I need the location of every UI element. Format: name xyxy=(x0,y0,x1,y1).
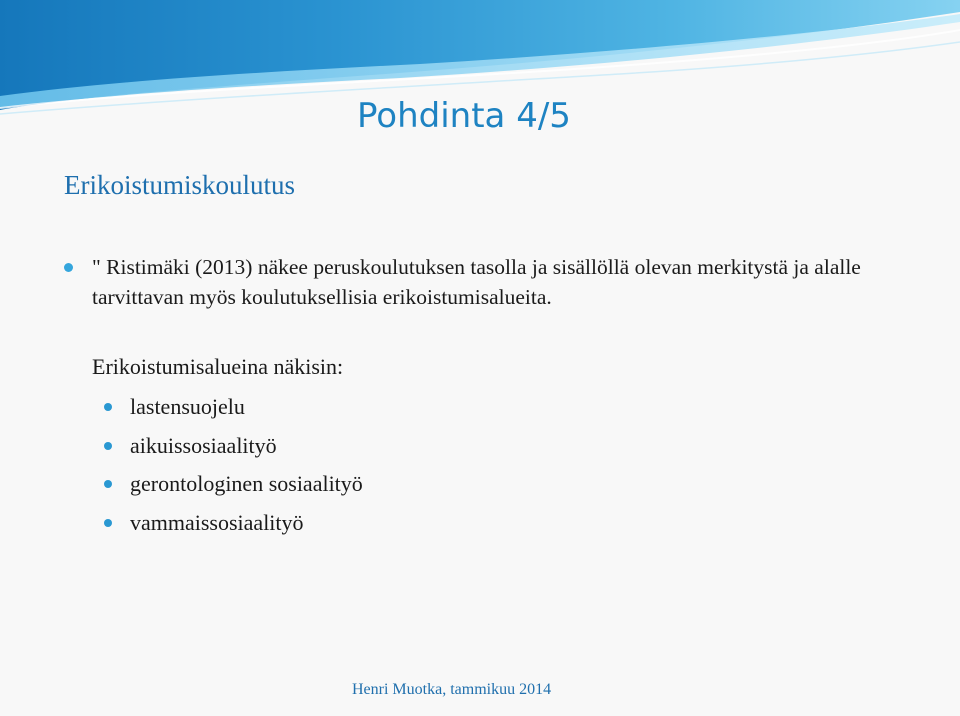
bullet-icon xyxy=(104,480,112,488)
bullet-icon xyxy=(104,442,112,450)
list-item-text: lastensuojelu xyxy=(130,394,245,419)
slide-content xyxy=(64,252,924,542)
list-item-text: aikuissosiaalityö xyxy=(130,432,277,458)
list-item-text: vammaissosiaalityö xyxy=(130,509,304,535)
list-item xyxy=(104,465,924,504)
list-item xyxy=(104,504,924,543)
bullet-paragraph xyxy=(64,252,924,312)
specialization-list xyxy=(64,388,924,542)
bullet-icon xyxy=(104,403,112,411)
list-item xyxy=(104,388,924,427)
bullet-icon xyxy=(64,263,73,272)
slide-footer: Henri Muotka, tammikuu 2014 xyxy=(352,681,552,698)
slide-subtitle: Erikoistumiskoulutus xyxy=(64,170,296,200)
slide-title: Pohdinta 4/5 xyxy=(357,96,571,136)
list-item-text: gerontologinen sosiaalityö xyxy=(130,471,363,496)
paragraph-text: " Ristimäki (2013) näkee peruskoulutuksen tasolla ja sisällöllä olevan merkitystä ja alalle tarvittavan myös koulutuksellisia erikoistumisalueita. xyxy=(92,255,861,309)
list-item xyxy=(104,427,924,466)
list-heading: Erikoistumisalueina näkisin: xyxy=(92,354,344,379)
bullet-icon xyxy=(104,519,112,527)
